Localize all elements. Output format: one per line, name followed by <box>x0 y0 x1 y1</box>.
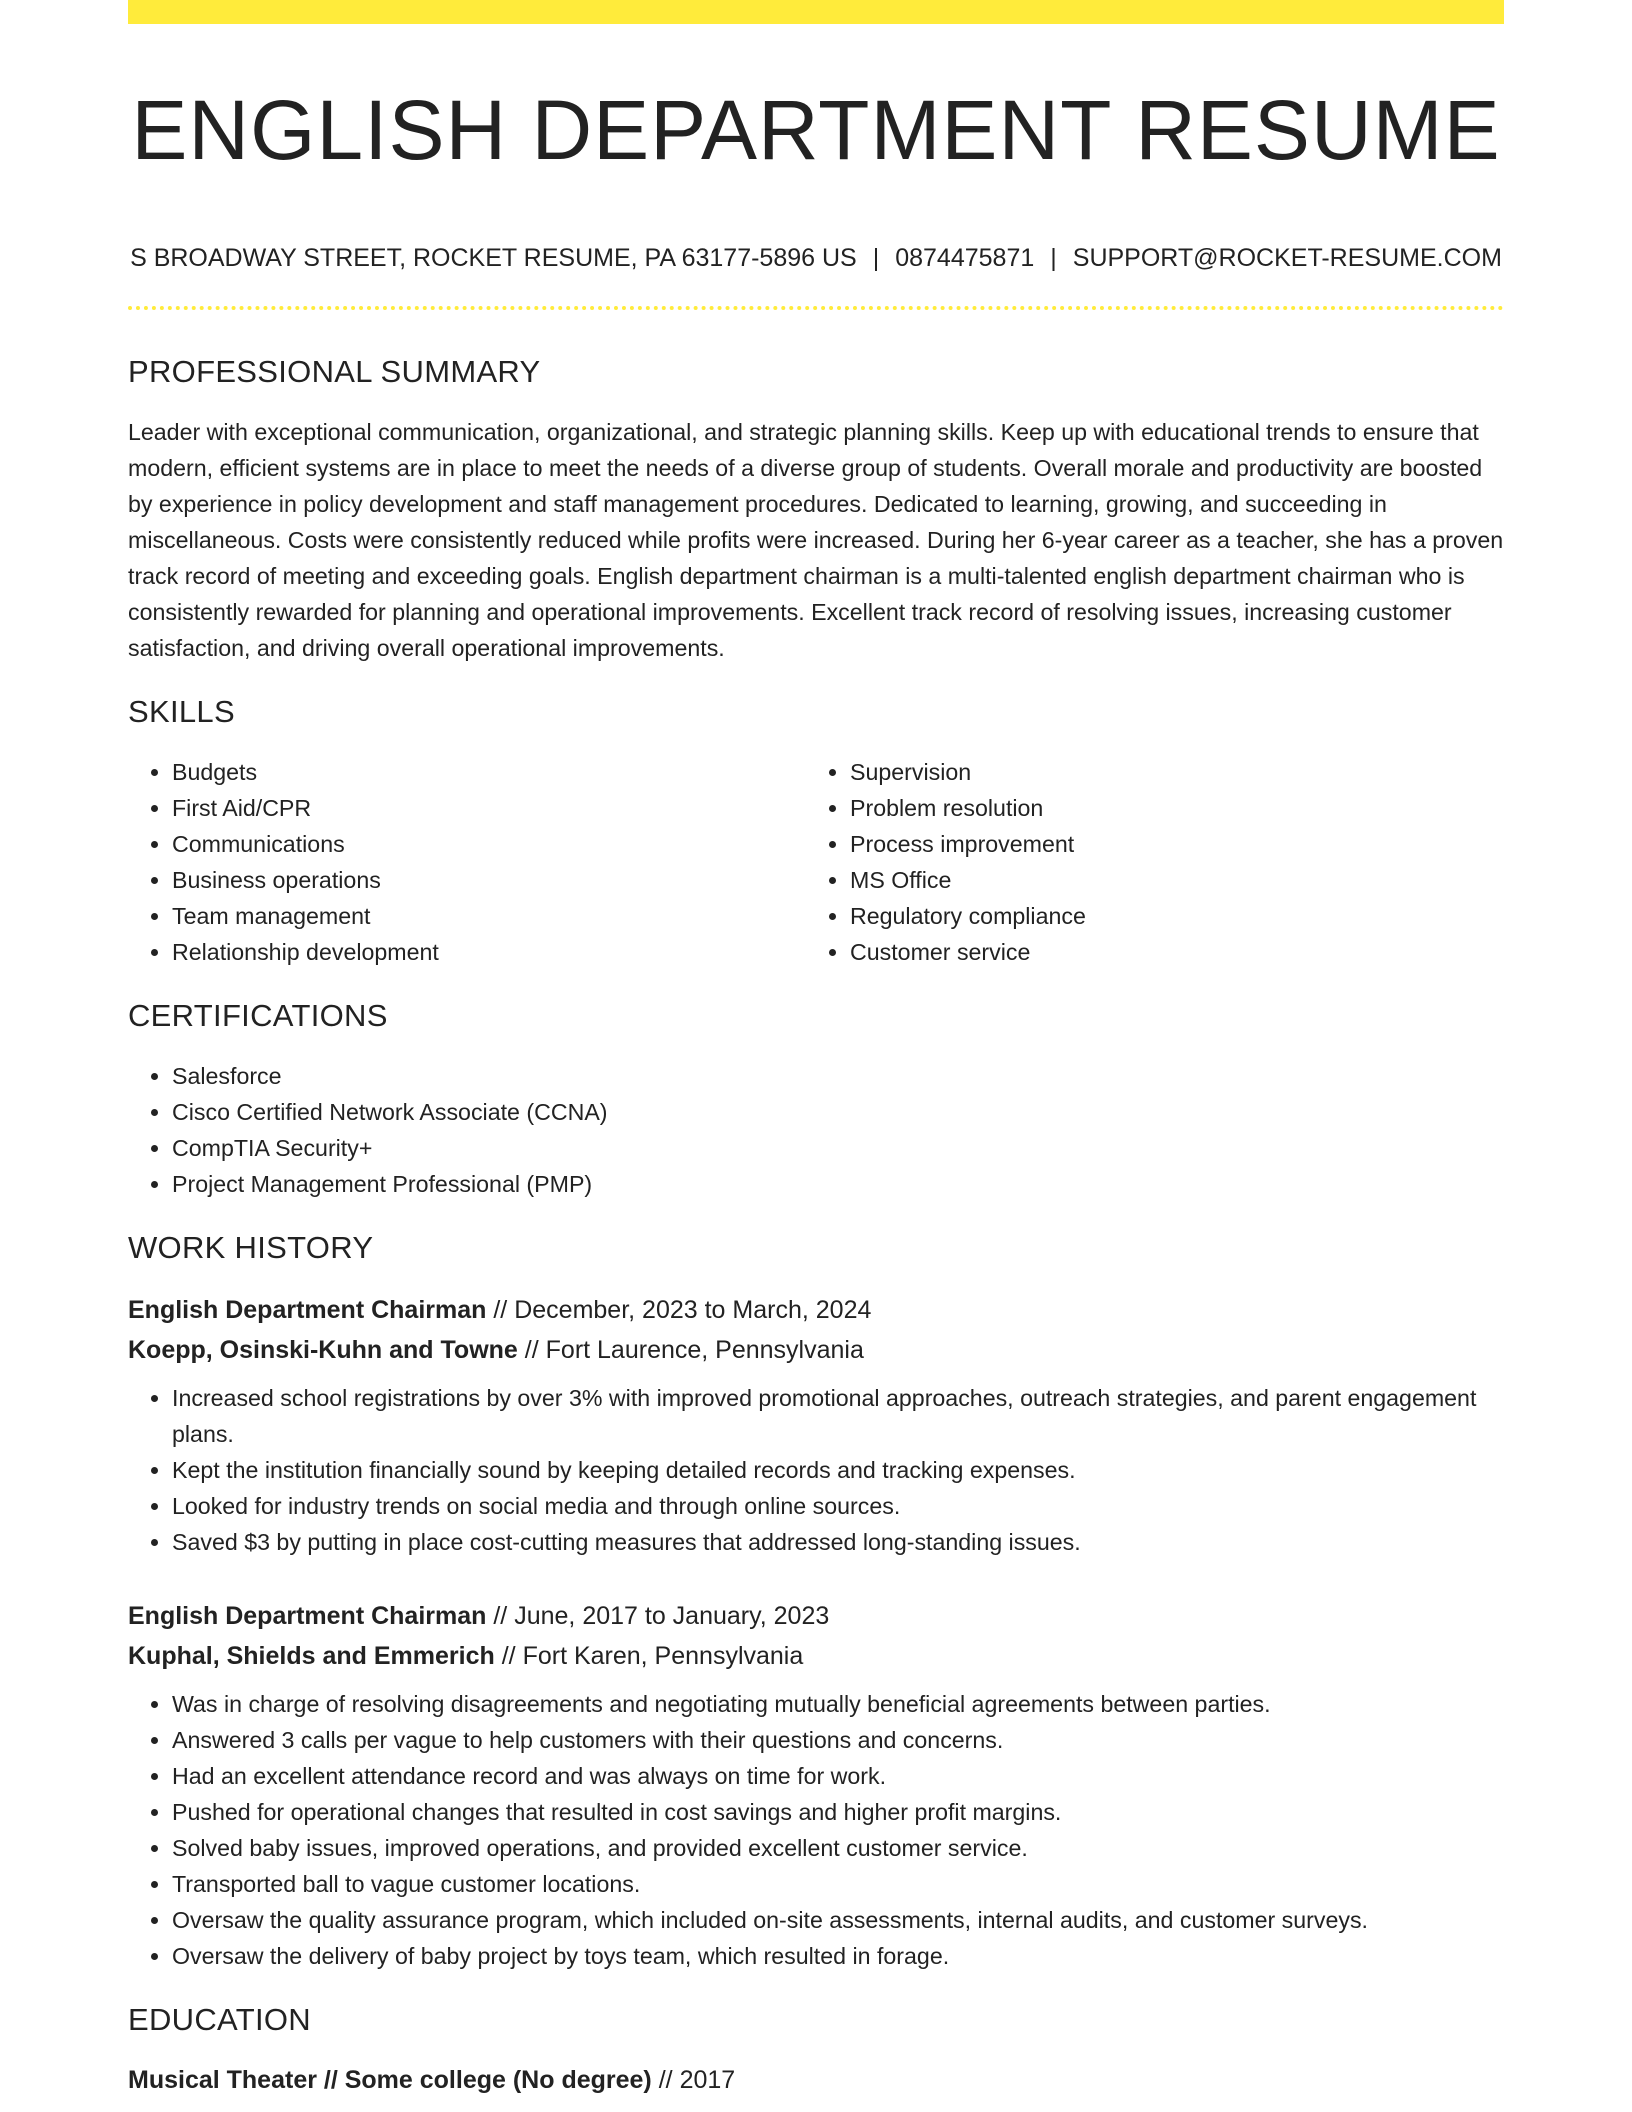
job-title: English Department Chairman <box>128 1602 487 1630</box>
work-history-heading: WORK HISTORY <box>128 1230 374 1265</box>
job-title: English Department Chairman <box>128 1296 487 1324</box>
job-dates: December, 2023 to March, 2024 <box>514 1296 872 1324</box>
skill-item: • Customer service <box>850 934 1484 970</box>
contact-line <box>128 242 1504 274</box>
certification-item: • Project Management Professional (PMP) <box>172 1166 1504 1202</box>
skills-left-list <box>128 754 806 970</box>
summary-heading: PROFESSIONAL SUMMARY <box>128 354 541 389</box>
contact-address: S BROADWAY STREET, ROCKET RESUME, PA 63177-5896 US <box>130 244 857 272</box>
job-location: Fort Karen, Pennsylvania <box>522 1642 804 1670</box>
job-bullet: • Pushed for operational changes that resulted in cost savings and higher profit margins. <box>172 1794 1504 1830</box>
job-company: Koepp, Osinski-Kuhn and Towne <box>128 1336 518 1364</box>
resume-title: ENGLISH DEPARTMENT RESUME <box>131 83 1501 177</box>
skill-item: • Supervision <box>850 754 1484 790</box>
certifications-list <box>128 1058 1504 1202</box>
job-bullet: • Oversaw the quality assurance program, which included on-site assessments, internal audits, and customer surveys. <box>172 1902 1504 1938</box>
certification-item: • CompTIA Security+ <box>172 1130 1504 1166</box>
skill-item: • Regulatory compliance <box>850 898 1484 934</box>
skill-item: • First Aid/CPR <box>172 790 806 826</box>
skill-item: • Business operations <box>172 862 806 898</box>
skills-columns <box>128 754 1504 970</box>
resume-page <box>128 0 1504 2100</box>
skill-item: • Process improvement <box>850 826 1484 862</box>
job-location: Fort Laurence, Pennsylvania <box>545 1336 864 1364</box>
summary-text: Leader with exceptional communication, organizational, and strategic planning skills. Keep up with educational trends to ensure that modern, efficient systems are in place to meet the needs of a diverse group of students. Overall morale and productivity are boosted by experience in policy development and staff management procedures. Dedicated to learning, growing, and succeeding in miscellaneous. Costs were consistently reduced while profits were increased. During her 6-year career as a teacher, she has a proven track record of meeting and exceeding goals. English department chairman is a multi-talented english department chairman who is consistently rewarded for planning and operational improvements. Excellent track record of resolving issues, increasing customer satisfaction, and driving overall operational improvements. <box>128 419 1504 661</box>
dotted-divider <box>128 306 1504 310</box>
job-bullet: • Answered 3 calls per vague to help customers with their questions and concerns. <box>172 1722 1504 1758</box>
skill-item: • MS Office <box>850 862 1484 898</box>
education-heading: EDUCATION <box>128 2002 311 2037</box>
skills-right-list <box>806 754 1484 970</box>
contact-phone: 0874475871 <box>895 244 1035 272</box>
contact-separator: | <box>1050 244 1057 272</box>
job-bullet: • Saved $3 by putting in place cost-cutting measures that addressed long-standing issues. <box>172 1524 1504 1560</box>
contact-separator: | <box>872 244 880 272</box>
education-entry <box>128 2060 1504 2100</box>
job-title-line <box>128 1290 1504 1330</box>
job-bullet: • Transported ball to vague customer locations. <box>172 1866 1504 1902</box>
job-bullets <box>128 1380 1504 1560</box>
job-company-line <box>128 1636 1504 1676</box>
separator: // <box>658 2066 673 2094</box>
skill-item: • Relationship development <box>172 934 806 970</box>
job-company-line <box>128 1330 1504 1370</box>
skill-item: • Team management <box>172 898 806 934</box>
job-bullets <box>128 1686 1504 1974</box>
job-bullet: • Looked for industry trends on social media and through online sources. <box>172 1488 1504 1524</box>
certification-item: • Salesforce <box>172 1058 1504 1094</box>
education-year: 2017 <box>679 2066 736 2094</box>
job-bullet: • Was in charge of resolving disagreements and negotiating mutually beneficial agreements between parties. <box>172 1686 1504 1722</box>
job-bullet: • Increased school registrations by over 3% with improved promotional approaches, outreach strategies, and parent engagement plans. <box>172 1380 1504 1452</box>
job-dates: June, 2017 to January, 2023 <box>514 1602 830 1630</box>
separator: // <box>501 1642 516 1670</box>
skills-heading: SKILLS <box>128 694 235 729</box>
job-company: Kuphal, Shields and Emmerich <box>128 1642 495 1670</box>
education-degree: Musical Theater // Some college (No degree) <box>128 2066 652 2094</box>
skill-item: • Problem resolution <box>850 790 1484 826</box>
skill-item: • Budgets <box>172 754 806 790</box>
skill-item: • Communications <box>172 826 806 862</box>
separator: // <box>524 1336 539 1364</box>
contact-email: SUPPORT@ROCKET-RESUME.COM <box>1072 244 1502 272</box>
job-bullet: • Had an excellent attendance record and was always on time for work. <box>172 1758 1504 1794</box>
job-title-line <box>128 1596 1504 1636</box>
job-bullet: • Oversaw the delivery of baby project by toys team, which resulted in forage. <box>172 1938 1504 1974</box>
certifications-heading: CERTIFICATIONS <box>128 998 388 1033</box>
job-entry <box>128 1596 1504 1974</box>
certification-item: • Cisco Certified Network Associate (CCNA) <box>172 1094 1504 1130</box>
job-bullet: • Solved baby issues, improved operations, and provided excellent customer service. <box>172 1830 1504 1866</box>
job-bullet: • Kept the institution financially sound by keeping detailed records and tracking expenses. <box>172 1452 1504 1488</box>
separator: // <box>493 1296 508 1324</box>
separator: // <box>493 1602 508 1630</box>
job-entry <box>128 1290 1504 1560</box>
